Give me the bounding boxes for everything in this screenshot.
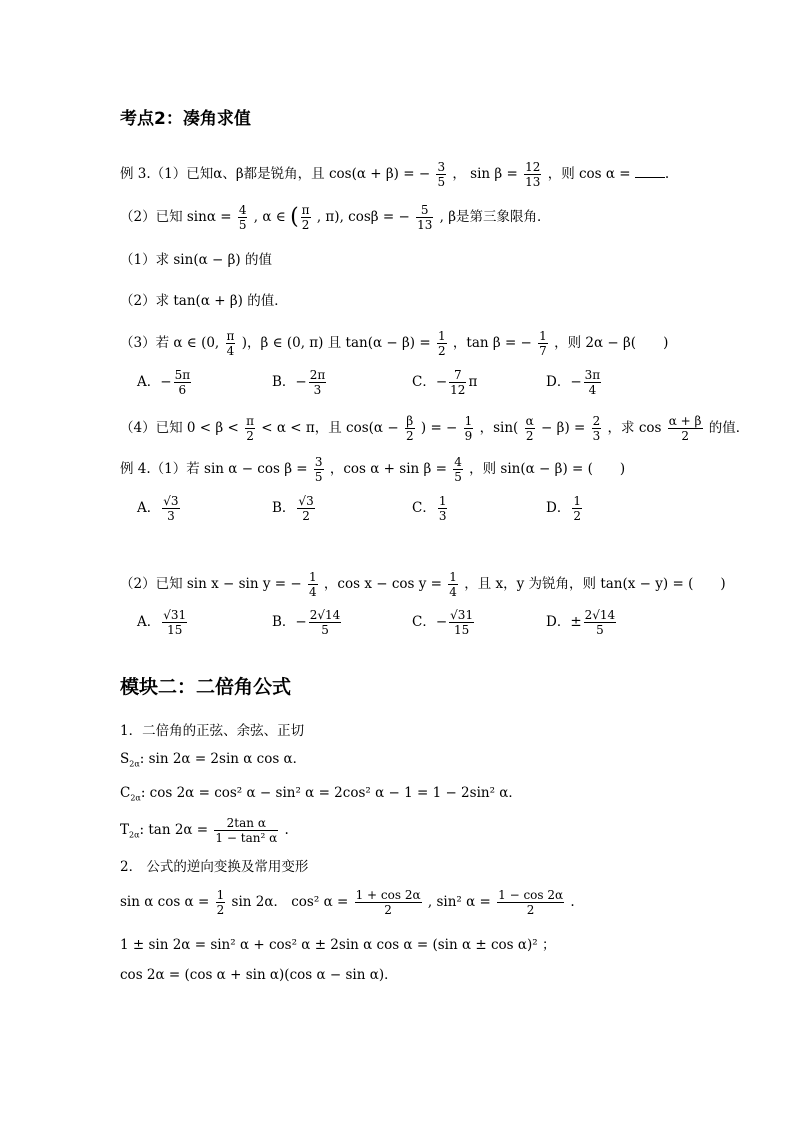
fraction: $\frac{1}{4}$ bbox=[449, 570, 457, 599]
fraction: $\frac{1}{4}$ bbox=[308, 570, 317, 599]
option-a[interactable]: A．− $\frac{5\pi}{6}$ bbox=[137, 368, 191, 397]
option-a[interactable]: A． $\frac{√31}{15}$ bbox=[137, 608, 187, 637]
fraction: $\frac{3}{5}$ bbox=[314, 455, 323, 484]
option-c[interactable]: C．− $\frac{7}{12}$ π bbox=[412, 368, 478, 397]
fraction: $\frac{1}{7}$ bbox=[539, 329, 547, 358]
ex3-part4: （4）已知 0 < β < $\frac{\pi}{2}$ < α < π，且 cos(α − $\frac{\beta}{2}$ ) = − $\frac{1}{9}$ ，sin( $\frac{\alpha}{2}$ − β) = $\frac{2}{3}$ ，求 cos $\frac{\alpha + \beta}{2}$ 的值． bbox=[120, 414, 750, 443]
fraction: $\frac{4}{5}$ bbox=[454, 455, 462, 484]
formula-title-2: 2． 公式的逆向变换及常用变形 bbox=[120, 859, 309, 875]
ex4-part2: （2）已知 sin x − sin y = − $\frac{1}{4}$ ，cos x − cos y = $\frac{1}{4}$ ，且 x，y 为锐角，则 tan(x − y) = ( ) bbox=[120, 570, 726, 599]
section-heading-module: 模块二：二倍角公式 bbox=[120, 676, 292, 698]
fraction: $\frac{\alpha + \beta}{2}$ bbox=[668, 414, 702, 443]
fraction: $\frac{\pi}{2}$ bbox=[246, 414, 254, 443]
formula-reverse-2: 1 ± sin 2α = sin² α + cos² α ± 2sin α cos α = (sin α ± cos α)² ； bbox=[120, 937, 556, 953]
formula-reverse-1: sin α cos α = $\frac{1}{2}$ sin 2α． cos² α = $\frac{1 + \cos 2\alpha}{2}$ , sin² α = $\frac{1 - \cos 2\alpha}{2}$ . bbox=[120, 888, 575, 917]
fraction: $\frac{4}{5}$ bbox=[238, 203, 247, 232]
fraction: $\frac{12}{13}$ bbox=[525, 160, 541, 189]
formula-cos: $C_{2\alpha}$: cos 2α = cos² α − sin² α = 2cos² α − 1 = 1 − 2sin² α． bbox=[120, 785, 522, 803]
option-d[interactable]: D．± $\frac{2√14}{5}$ bbox=[546, 608, 616, 637]
fraction: $\frac{1}{2}$ bbox=[437, 329, 446, 358]
fraction: $\frac{2}{3}$ bbox=[592, 414, 601, 443]
fraction: $\frac{3}{5}$ bbox=[437, 160, 446, 189]
formula-sin: $S_{2\alpha}$: sin 2α = 2sin α cos α． bbox=[120, 751, 307, 769]
option-c[interactable]: C． $\frac{1}{3}$ bbox=[412, 494, 447, 523]
fraction: $\frac{1}{2}$ bbox=[216, 888, 225, 917]
option-c[interactable]: C．− $\frac{√31}{15}$ bbox=[412, 608, 474, 637]
fraction: $\frac{1}{9}$ bbox=[464, 414, 473, 443]
option-d[interactable]: D．− $\frac{3\pi}{4}$ bbox=[546, 368, 601, 397]
formula-tan: $T_{2\alpha}$: tan 2α = $\frac{\text{2tan α}}{\text{1 − tan² α}}$ . bbox=[120, 816, 289, 845]
fraction: $\frac{1 - \cos 2\alpha}{2}$ bbox=[498, 888, 564, 917]
ex3-sub-q2: （2）求 tan(α + β) 的值． bbox=[120, 293, 288, 309]
option-a[interactable]: A． $\frac{√3}{3}$ bbox=[137, 494, 179, 523]
fraction: $\frac{\text{2tan α}}{\text{1 − tan² α}}$ bbox=[215, 816, 278, 845]
fraction: $\frac{\alpha}{2}$ bbox=[525, 414, 534, 443]
ex3-sub-q1: （1）求 sin(α − β) 的值 bbox=[120, 252, 272, 268]
fraction: $\frac{1 + \cos 2\alpha}{2}$ bbox=[355, 888, 421, 917]
fraction: $\frac{\pi}{2}$ bbox=[301, 203, 310, 232]
option-d[interactable]: D． $\frac{1}{2}$ bbox=[546, 494, 581, 523]
ex3-part2: （2）已知 sinα = $\frac{4}{5}$ , α ∈ ( $\frac{\pi}{2}$ , π), cosβ = − $\frac{5}{13}$ , β是第三象限角． bbox=[120, 203, 551, 232]
ex3-part1: 例 3.（1）已知α、β都是锐角，且 cos(α + β) = − $\frac{3}{5}$ ， sin β = $\frac{12}{13}$ ，则 cos α = . bbox=[120, 160, 670, 189]
option-b[interactable]: B．− $\frac{2\pi}{3}$ bbox=[272, 368, 326, 397]
section-heading-kaodian: 考点2：凑角求值 bbox=[120, 109, 251, 129]
ex4-part1: 例 4.（1）若 sin α − cos β = $\frac{3}{5}$ ，cos α + sin β = $\frac{4}{5}$ ，则 sin(α − β) = ( ) bbox=[120, 455, 626, 484]
fraction: $\frac{\beta}{2}$ bbox=[405, 414, 414, 443]
fraction: $\frac{\pi}{4}$ bbox=[226, 329, 235, 358]
answer-blank bbox=[635, 165, 665, 178]
formula-title-1: 1．二倍角的正弦、余弦、正切 bbox=[120, 723, 305, 739]
option-b[interactable]: B． $\frac{√3}{2}$ bbox=[272, 494, 314, 523]
ex3-part3: （3）若 α ∈ (0, $\frac{\pi}{4}$ )，β ∈ (0, π) 且 tan(α − β) = $\frac{1}{2}$ ，tan β = − $\frac{1}{7}$ ，则 2α − β( ) bbox=[120, 329, 669, 358]
option-b[interactable]: B．− $\frac{2√14}{5}$ bbox=[272, 608, 341, 637]
formula-reverse-3: cos 2α = (cos α + sin α)(cos α − sin α)． bbox=[120, 967, 398, 983]
fraction: $\frac{5}{13}$ bbox=[417, 203, 433, 232]
